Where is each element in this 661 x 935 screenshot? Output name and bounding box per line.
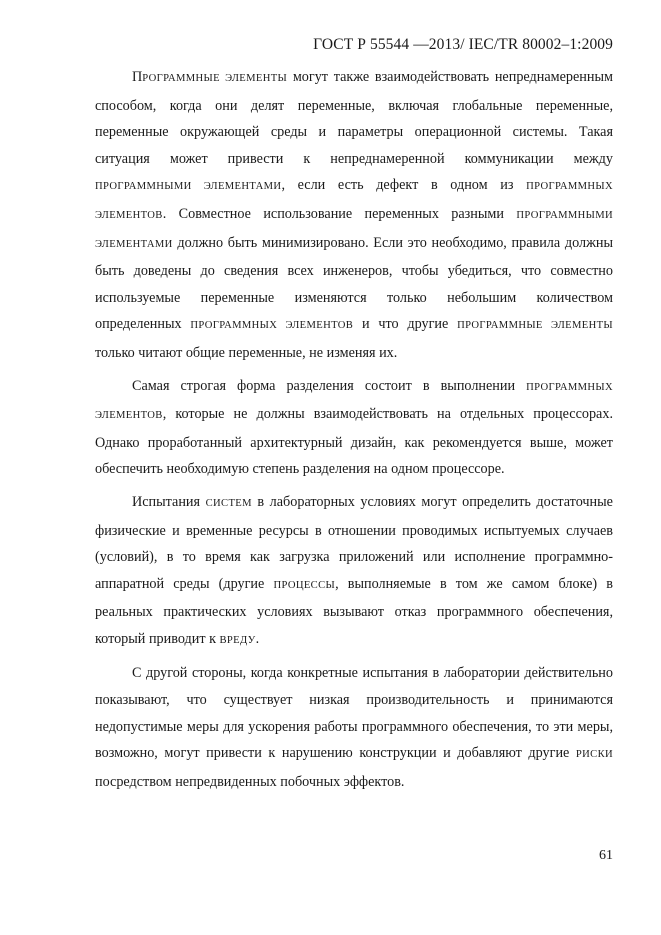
text-run: , если есть дефект в одном из <box>281 177 527 194</box>
text-run: Самая строгая форма разделения состоит в выполнении <box>132 377 527 394</box>
text-run: в лабораторных условиях могут определить достаточные физические и временные ресурсы в отношении проводимых испытуемых случаев (условий), в то время как загрузка приложений или исполнение программно-аппаратной среды (другие <box>95 493 613 592</box>
paragraph <box>95 660 613 795</box>
text-run: П <box>132 69 143 85</box>
text-run: , которые не должны взаимодействовать на отдельных процессорах. Однако проработанный архитектурный дизайн, как рекомендуется выше, может обеспечить необходимую степень разделения на одном процессоре. <box>95 406 613 478</box>
small-caps-term: ПРОГРАММНЫМИ ЭЛЕМЕНТАМИ <box>95 181 282 193</box>
small-caps-term: ВРЕДУ <box>219 634 256 646</box>
text-run: С другой стороны, когда конкретные испытания в лаборатории действительно показывают, что существует низкая производительность и принимаются недопустимые меры для ускорения работы программного обеспечения, то эти меры, возможно, могут привести к нарушению конструкции и добавляют другие <box>95 665 613 762</box>
small-caps-term: РОГРАММНЫЕ ЭЛЕМЕНТЫ <box>142 73 288 84</box>
text-run: , выполняемые в том же самом блоке) в реальных практических условиях вызывают отказ программного обеспечения, который приводит к <box>95 575 613 647</box>
paragraph <box>95 489 613 655</box>
small-caps-term: РИСКИ <box>575 749 613 761</box>
text-run: только читают общие переменные, не изменяя их. <box>95 344 398 361</box>
small-caps-term: ПРОГРАММНЫХ ЭЛЕМЕНТОВ <box>95 381 613 422</box>
text-run: могут также взаимодействовать непреднамеренным способом, когда они делят переменные, включая глобальные переменные, переменные окружающей среды и параметры операционной системы. Такая ситуация может привести к непреднамеренной коммуникации между <box>95 69 613 167</box>
small-caps-term: ПРОГРАММНЫХ ЭЛЕМЕНТОВ <box>190 320 354 332</box>
small-caps-term: ПРОЦЕССЫ <box>273 579 336 591</box>
small-caps-term: ПРОГРАММНЫХ ЭЛЕМЕНТОВ <box>95 181 613 221</box>
text-run: посредством непредвиденных побочных эффектов. <box>95 773 405 790</box>
text-run: . Совместное использование переменных разными <box>162 205 517 222</box>
text-run: должно быть минимизировано. Если это необходимо, правила должны быть доведены до сведения всех инженеров, чтобы убедиться, что совместно используемые переменные изменяются только небольшим количеством определенных <box>95 234 613 333</box>
small-caps-term: ПРОГРАММНЫМИ ЭЛЕМЕНТАМИ <box>95 209 613 250</box>
paragraph <box>95 64 613 367</box>
text-run: и что другие <box>353 316 458 333</box>
body-text <box>95 64 613 801</box>
text-run: Испытания <box>132 493 206 510</box>
small-caps-term: ПРОГРАММНЫЕ ЭЛЕМЕНТЫ <box>457 320 614 332</box>
small-caps-term: СИСТЕМ <box>205 497 252 509</box>
text-run: . <box>255 630 260 647</box>
paragraph <box>95 373 613 483</box>
document-header: ГОСТ Р 55544 —2013/ IEC/TR 80002–1:2009 <box>313 36 613 53</box>
page-number: 61 <box>599 848 613 863</box>
